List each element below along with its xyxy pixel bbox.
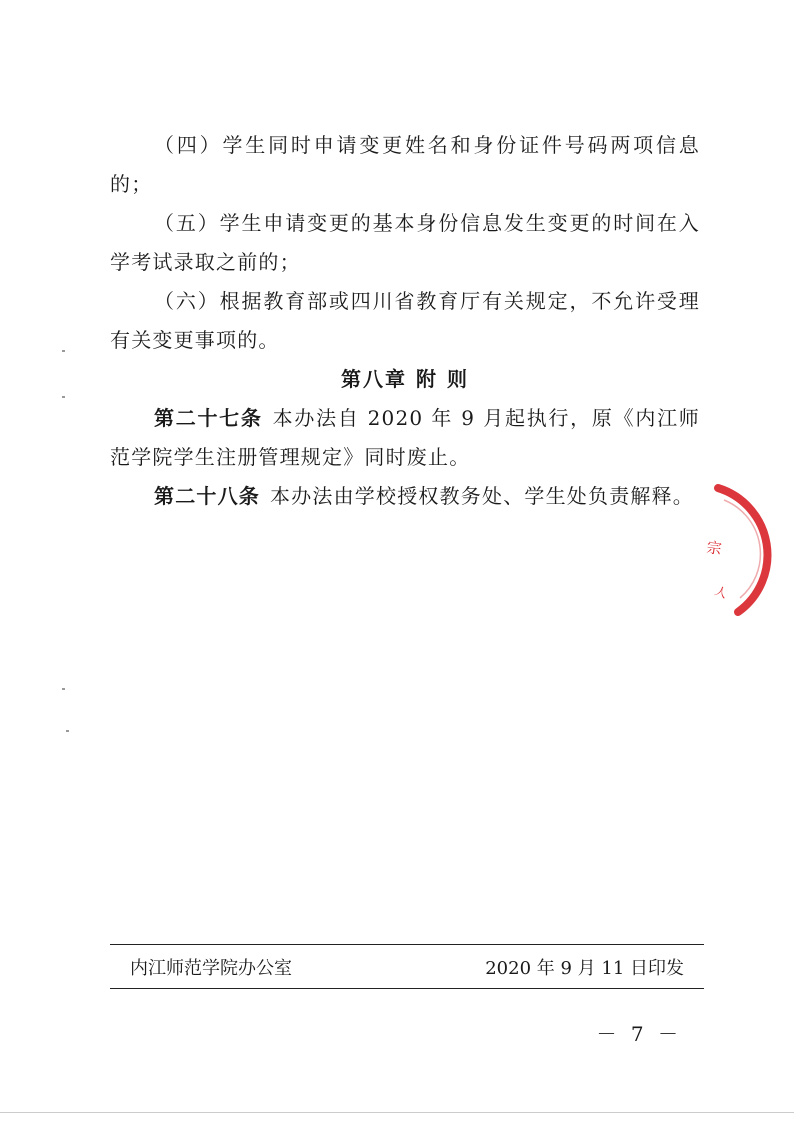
clause-four: （四）学生同时申请变更姓名和身份证件号码两项信息的； (110, 133, 700, 196)
svg-text:人: 人 (712, 583, 730, 601)
article-28 (110, 477, 700, 516)
scan-speck (62, 396, 65, 398)
official-seal-icon (640, 470, 780, 620)
scan-speck (62, 688, 65, 690)
article-28-number: 第二十八条 (154, 484, 260, 508)
svg-text:宗: 宗 (705, 538, 723, 559)
article-27-number: 第二十七条 (154, 406, 263, 430)
page-number: － 7 － (596, 1022, 682, 1046)
footer-bottom-rule (110, 988, 704, 989)
scan-speck (62, 350, 65, 352)
body-text (110, 126, 700, 516)
clause-five: （五）学生申请变更的基本身份信息发生变更的时间在入学考试录取之前的； (110, 211, 700, 274)
scan-bottom-edge (0, 1112, 794, 1113)
footer-top-rule (110, 944, 704, 945)
article-27 (110, 399, 700, 477)
chapter-title: 第八章 附 则 (341, 367, 469, 391)
issuer-name: 内江师范学院办公室 (130, 958, 292, 979)
clause-six: （六）根据教育部或四川省教育厅有关规定，不允许受理有关变更事项的。 (110, 289, 700, 352)
footer-issue-line (130, 956, 684, 982)
article-27-text: 本办法自 2020 年 9 月起执行，原《内江师范学院学生注册管理规定》同时废止。 (110, 406, 700, 469)
issue-date: 2020 年 9 月 11 日印发 (485, 958, 684, 979)
article-28-text: 本办法由学校授权教务处、学生处负责解释。 (270, 484, 694, 508)
scan-speck (66, 730, 69, 732)
